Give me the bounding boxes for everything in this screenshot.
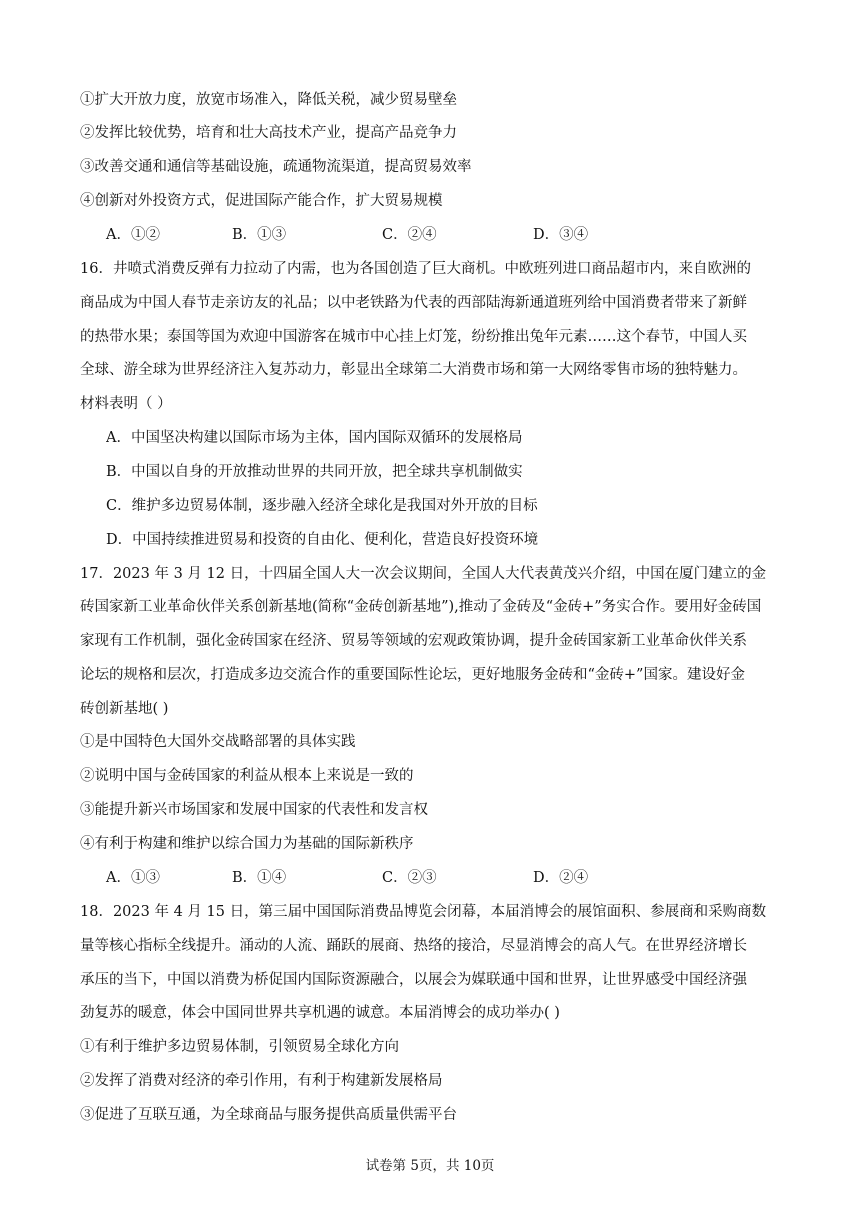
q16-stem-line-5: 材料表明（ ） bbox=[80, 396, 172, 412]
page-footer: 试卷第 5页，共 10页 bbox=[365, 1158, 495, 1174]
q16-stem-line-1: 16．井喷式消费反弹有力拉动了内需，也为各国创造了巨大商机。中欧班列进口商品超市内，来自欧洲的 bbox=[80, 261, 751, 277]
q18-stem-line-1: 18．2023 年 4 月 15 日，第三届中国国际消费品博览会闭幕，本届消博会的展馆面积、参展商和采购商数 bbox=[80, 904, 767, 920]
q15-option-b[interactable]: B．①③ bbox=[232, 227, 287, 243]
q15-option-d[interactable]: D．③④ bbox=[533, 227, 589, 243]
q18-item-2: ②发挥了消费对经济的牵引作用，有利于构建新发展格局 bbox=[80, 1073, 443, 1089]
q15-item-3: ③改善交通和通信等基础设施，疏通物流渠道，提高贸易效率 bbox=[80, 159, 472, 175]
q15-item-4: ④创新对外投资方式，促进国际产能合作，扩大贸易规模 bbox=[80, 193, 443, 209]
q17-option-c[interactable]: C．②③ bbox=[382, 870, 437, 886]
q16-stem-line-2: 商品成为中国人春节走亲访友的礼品；以中老铁路为代表的西部陆海新通道班列给中国消费者带来了新鲜 bbox=[80, 295, 747, 311]
q17-item-1: ①是中国特色大国外交战略部署的具体实践 bbox=[80, 734, 356, 750]
q17-item-4: ④有利于构建和维护以综合国力为基础的国际新秩序 bbox=[80, 836, 414, 852]
q17-option-a[interactable]: A．①③ bbox=[106, 870, 160, 886]
q16-option-d[interactable]: D．中国持续推进贸易和投资的自由化、便利化，营造良好投资环境 bbox=[106, 532, 539, 548]
q15-option-a[interactable]: A．①② bbox=[106, 227, 160, 243]
q15-item-2: ②发挥比较优势，培育和壮大高技术产业，提高产品竞争力 bbox=[80, 125, 457, 141]
q15-option-c[interactable]: C．②④ bbox=[382, 227, 437, 243]
q16-option-b[interactable]: B．中国以自身的开放推动世界的共同开放，把全球共享机制做实 bbox=[106, 464, 523, 480]
q17-stem-line-1: 17．2023 年 3 月 12 日，十四届全国人大一次会议期间，全国人大代表黄茂兴介绍，中国在厦门建立的金 bbox=[80, 566, 767, 582]
q17-option-b[interactable]: B．①④ bbox=[232, 870, 287, 886]
q17-stem-line-3: 家现有工作机制，强化金砖国家在经济、贸易等领域的宏观政策协调，提升金砖国家新工业革命伙伴关系 bbox=[80, 633, 747, 649]
q17-item-3: ③能提升新兴市场国家和发展中国家的代表性和发言权 bbox=[80, 802, 428, 818]
q17-option-d[interactable]: D．②④ bbox=[533, 870, 589, 886]
q17-item-2: ②说明中国与金砖国家的利益从根本上来说是一致的 bbox=[80, 768, 414, 784]
q16-option-a[interactable]: A．中国坚决构建以国际市场为主体，国内国际双循环的发展格局 bbox=[106, 430, 523, 446]
q15-item-1: ①扩大开放力度，放宽市场准入，降低关税，减少贸易壁垒 bbox=[80, 92, 457, 108]
q16-option-c[interactable]: C．维护多边贸易体制，逐步融入经济全球化是我国对外开放的目标 bbox=[106, 498, 538, 514]
q18-item-3: ③促进了互联互通，为全球商品与服务提供高质量供需平台 bbox=[80, 1107, 457, 1123]
q18-item-1: ①有利于维护多边贸易体制，引领贸易全球化方向 bbox=[80, 1039, 399, 1055]
q18-stem-line-2: 量等核心指标全线提升。涌动的人流、踊跃的展商、热络的接洽，尽显消博会的高人气。在世界经济增长 bbox=[80, 938, 747, 954]
q16-stem-line-4: 全球、游全球为世界经济注入复苏动力，彰显出全球第二大消费市场和第一大网络零售市场的独特魅力。 bbox=[80, 362, 747, 378]
q18-stem-line-3: 承压的当下，中国以消费为桥促国内国际资源融合，以展会为媒联通中国和世界，让世界感受中国经济强 bbox=[80, 972, 747, 988]
q17-stem-line-2: 砖国家新工业革命伙伴关系创新基地(简称“金砖创新基地”),推动了金砖及“金砖+”务实合作。要用好金砖国 bbox=[80, 599, 762, 615]
q17-stem-line-4: 论坛的规格和层次，打造成多边交流合作的重要国际性论坛，更好地服务金砖和“金砖+”国家。建设好金 bbox=[80, 667, 745, 683]
q17-stem-line-5: 砖创新基地( ) bbox=[80, 701, 169, 717]
q16-stem-line-3: 的热带水果；泰国等国为欢迎中国游客在城市中心挂上灯笼，纷纷推出兔年元素……这个春节，中国人买 bbox=[80, 329, 747, 345]
q18-stem-line-4: 劲复苏的暖意，体会中国同世界共享机遇的诚意。本届消博会的成功举办( ) bbox=[80, 1005, 560, 1021]
